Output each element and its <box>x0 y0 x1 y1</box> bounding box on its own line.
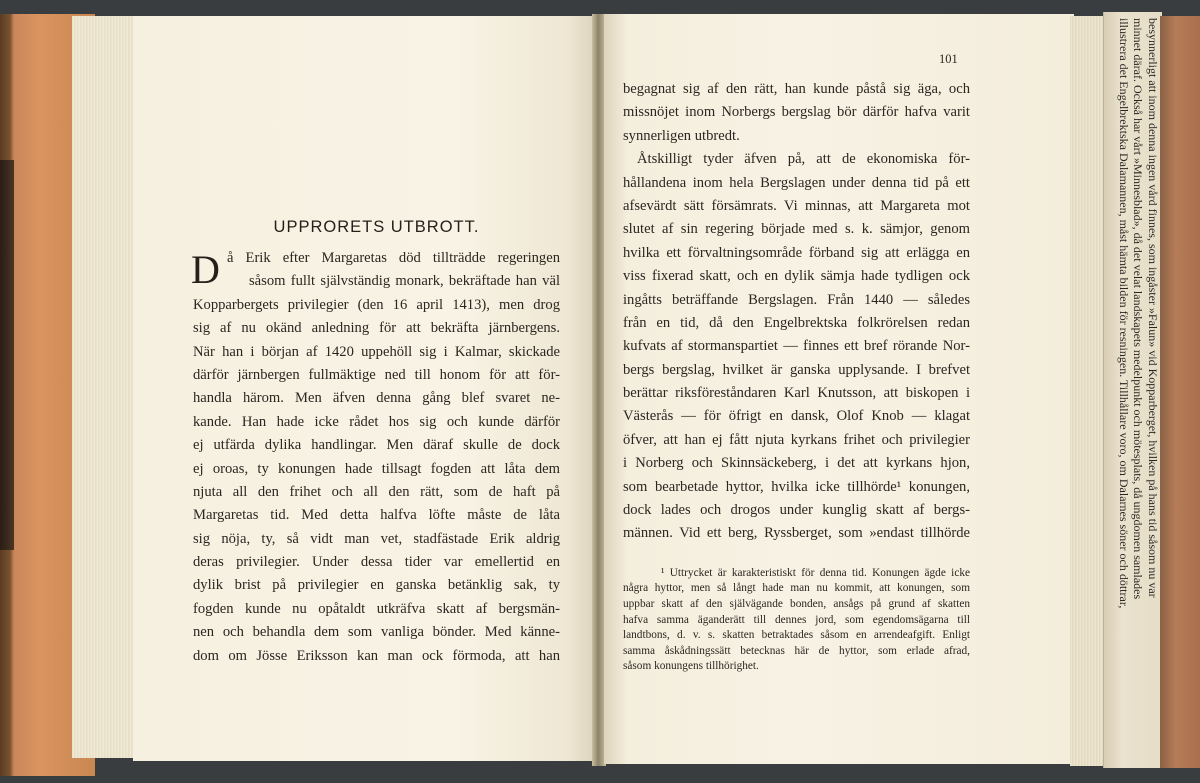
footnote-line: samma åskådningssätt betecknas här de hyttor, som erlade afrad, <box>623 644 970 657</box>
text-line: viss fixerad skatt, och en dylik sämja hade tydligen ock <box>623 268 970 285</box>
clipping-line: minnet däraf. Också har vårt »Minnesblad», då det velat landskapets medelpunkt och mötesplats, då ungdomen samlades <box>1131 18 1146 600</box>
text-line: nen och behandla dem som vanliga bönder. Med känne- <box>193 624 560 641</box>
text-line: hållandena inom hela Bergslagen under denna tid på ett <box>623 174 970 191</box>
text-line: fogden kunde nu opåtaldt utkräfva skatt af bergsmän- <box>193 600 560 617</box>
text-line: männen. Vid ett berg, Ryssberget, som »endast tillhörde <box>623 525 970 542</box>
text-line: Margaretas tid. Med detta halfva löfte måste de låta <box>193 507 560 524</box>
left-page-edges <box>72 16 137 758</box>
left-cover-spine-strip <box>0 160 14 550</box>
text-line: handla härom. Men äfven denna gång blef svaret ne- <box>193 390 560 407</box>
text-line: Västerås — för öfrigt en dansk, Olof Knob — klagat <box>623 408 970 425</box>
text-line: begagnat sig af den rätt, han kunde påstå sig äga, och <box>623 81 970 97</box>
drop-capital: D <box>191 247 220 292</box>
footnote-line: ¹ Uttrycket är karakteristiskt för denna tid. Konungen ägde icke <box>661 566 970 579</box>
text-line: dylik brist på privilegier en ganska betänklig sak, ty <box>193 577 560 594</box>
chapter-heading: UPPRORETS UTBROTT. <box>273 218 480 236</box>
text-line: ingåtts beträffande Bergslagen. Från 1440 — således <box>623 291 970 308</box>
left-page-lines <box>193 247 560 668</box>
inserted-newspaper-clipping <box>1103 12 1162 768</box>
left-page-text <box>193 218 560 668</box>
text-line: från en tid, då den Engelbrektska folkrörelsen redan <box>623 314 970 331</box>
text-line: berättar riksföreståndaren Karl Knutsson, att biskopen i <box>623 385 970 402</box>
text-line: afsevärdt sätt försämrats. Vi minnas, att Margareta mot <box>623 197 970 214</box>
clipping-line: besynnerligt att inom denna ingen vård finnes, som ingåster »Falun» vid Kopparberget, hvilken på hans tid såsom nu var <box>1146 18 1160 598</box>
text-line: öfver, att han ej fått njuta kyrkans frihet och privilegier <box>623 431 970 448</box>
text-line: sig af nu okänd anledning för att bekräfta järnbergens. <box>193 320 560 337</box>
footnote-line: såsom konungens tillhörighet. <box>623 660 759 673</box>
footnote-line: några hyttor, men så långt hade man nu kommit, att konungen, som <box>623 582 970 595</box>
right-page-text <box>623 78 970 675</box>
text-line: dock lades och drogos under kunglig skatt af bergs- <box>623 502 970 519</box>
right-page-lines <box>623 78 970 546</box>
footnote-line: hafva samma äganderätt till dennes jord, som egendomsägarna till <box>623 613 970 626</box>
text-line: sig nöja, ty, så vidt man vet, stadfästade Erik aldrig <box>193 530 560 547</box>
opening-paragraph <box>193 247 560 668</box>
text-line: ej utfärda dylika handlingar. Men däraf skulle de dock <box>193 437 560 454</box>
clipping-line: illustrera det Engelbrektska Dalamannen, måst hämta bilden för resningen. Tillhållare voro, om Dalarnes söner och döttrar, <box>1117 18 1131 609</box>
text-line: ej oroas, ty konungen hade tillsagt fogden att låta dem <box>193 460 560 477</box>
text-line: Åtskilligt tyder äfven på, att de ekonomiska för- <box>637 151 970 168</box>
text-line: slutet af sin regering började med s. k. sämjor, genom <box>623 221 970 238</box>
text-line: hvilka ett förvaltningsområde förband sig att erlägga en <box>623 244 970 261</box>
text-line: i Norberg och Skinnsäckeberg, i det att kyrkans hjon, <box>623 455 970 472</box>
text-line: såsom fullt självständig monark, bekräftade han väl <box>249 273 560 290</box>
text-line: dom om Jösse Eriksson kan man ock förmoda, att han <box>193 647 560 664</box>
text-line: missnöjet inom Norbergs bergslag bör därför hafva varit <box>623 104 970 121</box>
text-line: När han i början af 1420 uppehöll sig i Kalmar, skickade <box>193 343 560 360</box>
text-line: Kopparbergets privilegier (den 16 april 1413), men drog <box>193 296 560 313</box>
footnote-line: uppbar skatt af den självägande bonden, ansågs på grund af skatten <box>623 598 970 610</box>
text-line: därför järnbergen fullmäktige ned till honom för att för- <box>193 366 560 383</box>
footnote <box>623 566 970 675</box>
text-line: kande. Han hade icke rådet hos sig och kunde därför <box>193 413 560 430</box>
right-page-edges <box>1070 16 1104 766</box>
text-line: deras privilegier. Under dessa tider var emellertid en <box>193 554 560 571</box>
footnote-line: landtbons, d. v. s. skatten betraktades såsom en arrendeafgift. Enligt <box>623 629 970 642</box>
clipping-text <box>1104 12 1162 768</box>
text-line: som bearbetade hyttor, hvilka icke tillhörde¹ konungen, <box>623 478 970 495</box>
text-line: bergs bergslag, hvilket är ganska upplysande. I brefvet <box>623 361 970 378</box>
text-line: synnerligen utbredt. <box>623 127 740 144</box>
text-line: kufvats af stormanspartiet — finnes ett bref rörande Nor- <box>623 338 970 355</box>
text-line: å Erik efter Margaretas död tillträdde regeringen <box>227 250 560 266</box>
right-book-cover <box>1160 16 1200 768</box>
page-number: 101 <box>939 52 958 66</box>
text-line: njuta all den frihet och all den rätt, som de haft på <box>193 483 560 500</box>
